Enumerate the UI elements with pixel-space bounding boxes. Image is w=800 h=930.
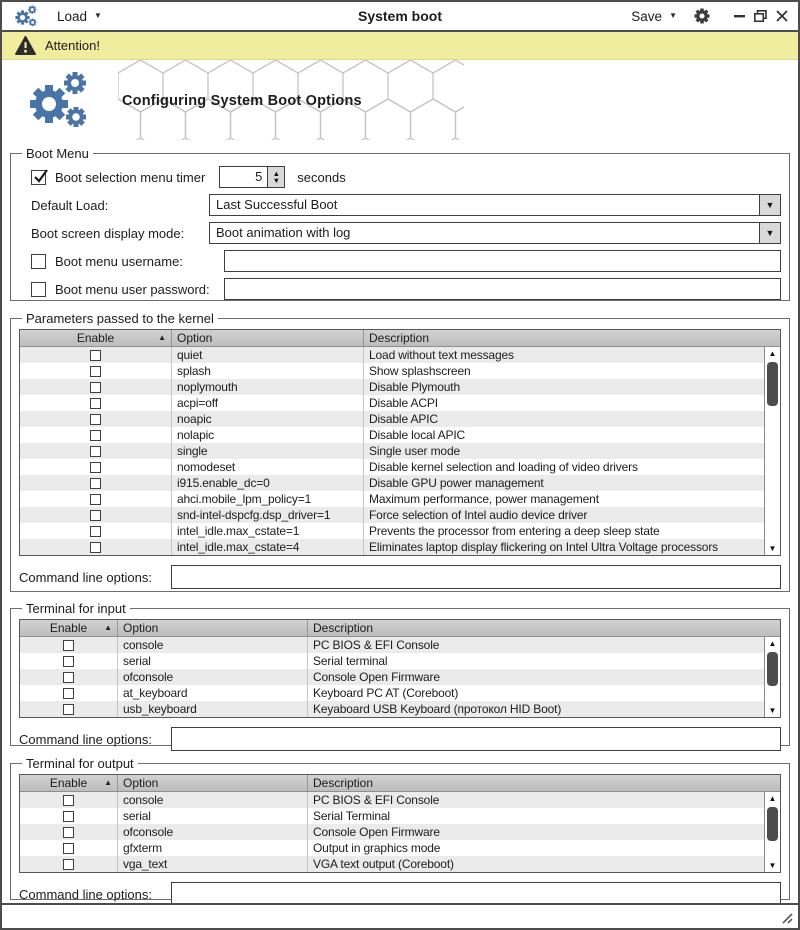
table-row[interactable] — [20, 459, 780, 475]
username-row — [19, 248, 781, 274]
table-row[interactable] — [20, 685, 780, 701]
table-row[interactable] — [20, 808, 780, 824]
cmdline-row — [19, 726, 781, 752]
table-row[interactable] — [20, 443, 780, 459]
column-header-option[interactable]: Option — [118, 775, 308, 791]
description-cell: PC BIOS & EFI Console — [313, 793, 440, 807]
boot-menu-legend: Boot Menu — [26, 146, 89, 161]
scrollbar-thumb[interactable] — [767, 652, 778, 686]
table-row[interactable] — [20, 363, 780, 379]
enable-cell — [20, 856, 118, 872]
username-checkbox[interactable] — [31, 254, 46, 269]
option-cell: noplymouth — [172, 379, 364, 395]
table-body — [20, 347, 780, 555]
table-row[interactable] — [20, 824, 780, 840]
terminal-input-cmdline-input[interactable] — [171, 727, 781, 751]
column-header-description[interactable]: Description — [313, 776, 374, 790]
default-load-label: Default Load: — [31, 197, 109, 213]
description-cell: Force selection of Intel audio device driver — [369, 508, 588, 522]
option-cell: acpi=off — [172, 395, 364, 411]
table-row[interactable] — [20, 701, 780, 717]
page-header — [2, 60, 798, 140]
sort-ascending-icon: ▲ — [158, 333, 166, 343]
enable-checkbox[interactable] — [90, 526, 101, 537]
terminal-input-table — [19, 619, 781, 718]
table-row[interactable] — [20, 507, 780, 523]
default-load-row — [19, 192, 781, 218]
enable-cell — [20, 637, 118, 653]
username-label: Boot menu username: — [55, 253, 183, 269]
display-mode-value: Boot animation with log — [216, 225, 351, 240]
option-cell: console — [118, 792, 308, 808]
dropdown-arrow-icon: ▼ — [765, 227, 775, 238]
dropdown-button[interactable] — [759, 223, 780, 243]
table-row[interactable] — [20, 379, 780, 395]
description-cell: Keyaboard USB Keyboard (протокол HID Boot) — [313, 702, 562, 716]
table-row[interactable] — [20, 539, 780, 555]
password-input[interactable] — [224, 278, 781, 300]
enable-checkbox[interactable] — [63, 859, 74, 870]
scroll-up-icon: ▲ — [768, 638, 777, 648]
dropdown-arrow-icon: ▼ — [765, 199, 775, 210]
enable-checkbox[interactable] — [63, 704, 74, 715]
description-cell: VGA text output (Coreboot) — [313, 857, 454, 871]
table-row[interactable] — [20, 475, 780, 491]
option-cell: intel_idle.max_cstate=1 — [172, 523, 364, 539]
enable-cell — [20, 824, 118, 840]
cmdline-label: Command line options: — [19, 569, 152, 585]
kernel-params-group — [10, 311, 790, 592]
cmdline-row — [19, 564, 781, 590]
enable-cell — [20, 507, 172, 523]
enable-checkbox[interactable] — [90, 478, 101, 489]
option-cell: ofconsole — [118, 824, 308, 840]
column-header-description[interactable]: Description — [313, 621, 374, 635]
description-cell: Serial terminal — [313, 654, 388, 668]
table-header — [20, 775, 780, 792]
column-header-enable[interactable]: Enable ▲ — [20, 775, 118, 791]
dropdown-button[interactable] — [759, 195, 780, 215]
option-cell: splash — [172, 363, 364, 379]
display-mode-label: Boot screen display mode: — [31, 225, 185, 241]
timer-value: 5 — [255, 169, 263, 184]
description-cell: Disable ACPI — [369, 396, 438, 410]
enable-cell — [20, 395, 172, 411]
attention-banner — [2, 32, 798, 60]
load-menu-button[interactable] — [57, 9, 102, 24]
chevron-down-icon: ▼ — [94, 11, 102, 20]
password-row — [19, 276, 781, 302]
description-cell: Maximum performance, power management — [369, 492, 599, 506]
table-body — [20, 637, 780, 717]
description-cell: Disable GPU power management — [369, 476, 544, 490]
enable-checkbox[interactable] — [63, 827, 74, 838]
table-row[interactable] — [20, 792, 780, 808]
kernel-params-legend: Parameters passed to the kernel — [26, 311, 214, 326]
kernel-cmdline-input[interactable] — [171, 565, 781, 589]
vertical-scrollbar[interactable] — [764, 347, 780, 555]
enable-checkbox[interactable] — [63, 843, 74, 854]
display-mode-row — [19, 220, 781, 246]
enable-cell — [20, 539, 172, 555]
terminal-input-group — [10, 601, 790, 746]
enable-checkbox[interactable] — [63, 640, 74, 651]
description-cell: Console Open Firmware — [313, 825, 440, 839]
scroll-down-icon: ▼ — [768, 543, 777, 553]
enable-cell — [20, 347, 172, 363]
enable-cell — [20, 685, 118, 701]
scroll-up-button[interactable] — [765, 347, 780, 360]
enable-cell — [20, 653, 118, 669]
table-row[interactable] — [20, 637, 780, 653]
scroll-down-button[interactable] — [765, 859, 780, 872]
description-cell: Serial Terminal — [313, 809, 390, 823]
table-row[interactable] — [20, 395, 780, 411]
column-header-enable[interactable]: Enable ▲ — [20, 620, 118, 636]
default-load-value: Last Successful Boot — [216, 197, 338, 212]
timer-row — [19, 164, 781, 190]
enable-cell — [20, 443, 172, 459]
maximize-button[interactable] — [754, 10, 767, 23]
load-menu-label: Load — [57, 8, 88, 24]
scroll-down-icon: ▼ — [768, 705, 777, 715]
enable-checkbox[interactable] — [90, 494, 101, 505]
enable-checkbox[interactable] — [90, 366, 101, 377]
option-cell: nolapic — [172, 427, 364, 443]
enable-cell — [20, 491, 172, 507]
timer-checkbox[interactable] — [31, 170, 46, 185]
option-cell: serial — [118, 808, 308, 824]
table-row[interactable] — [20, 411, 780, 427]
enable-cell — [20, 792, 118, 808]
terminal-output-table — [19, 774, 781, 873]
enable-checkbox[interactable] — [63, 811, 74, 822]
table-row[interactable] — [20, 840, 780, 856]
warning-triangle-icon — [15, 36, 36, 55]
terminal-input-legend: Terminal for input — [26, 601, 126, 616]
description-cell: Disable kernel selection and loading of video drivers — [369, 460, 638, 474]
display-mode-dropdown[interactable] — [209, 222, 781, 244]
timer-spinner[interactable] — [219, 166, 285, 188]
timer-label: Boot selection menu timer — [55, 169, 206, 185]
boot-menu-group — [10, 146, 790, 301]
close-button[interactable] — [775, 10, 788, 23]
save-menu-label: Save — [631, 8, 663, 24]
table-body — [20, 792, 780, 872]
username-input[interactable] — [224, 250, 781, 272]
enable-checkbox[interactable] — [63, 672, 74, 683]
password-label: Boot menu user password: — [55, 281, 210, 297]
option-cell: snd-intel-dspcfg.dsp_driver=1 — [172, 507, 364, 523]
description-cell: Eliminates laptop display flickering on Intel Ultra Voltage processors — [369, 540, 719, 554]
sort-ascending-icon: ▲ — [104, 778, 112, 788]
table-row[interactable] — [20, 653, 780, 669]
vertical-scrollbar[interactable] — [764, 637, 780, 717]
enable-checkbox[interactable] — [90, 462, 101, 473]
enable-checkbox[interactable] — [90, 382, 101, 393]
scrollbar-track[interactable] — [765, 805, 780, 859]
scrollbar-thumb[interactable] — [767, 362, 778, 406]
enable-checkbox[interactable] — [90, 414, 101, 425]
enable-checkbox[interactable] — [63, 688, 74, 699]
enable-cell — [20, 701, 118, 717]
description-cell: Disable APIC — [369, 412, 438, 426]
minimize-button[interactable] — [733, 10, 746, 23]
title-bar — [2, 2, 798, 32]
terminal-output-group — [10, 756, 790, 900]
default-load-dropdown[interactable] — [209, 194, 781, 216]
description-cell: Disable Plymouth — [369, 380, 460, 394]
table-row[interactable] — [20, 347, 780, 363]
scroll-down-button[interactable] — [765, 704, 780, 717]
enable-cell — [20, 669, 118, 685]
enable-cell — [20, 808, 118, 824]
enable-cell — [20, 363, 172, 379]
column-header-enable[interactable]: Enable ▲ — [20, 330, 172, 346]
table-row[interactable] — [20, 669, 780, 685]
kernel-params-table — [19, 329, 781, 556]
scroll-up-button[interactable] — [765, 637, 780, 650]
cmdline-label: Command line options: — [19, 886, 152, 902]
enable-checkbox[interactable] — [90, 542, 101, 553]
resize-grip[interactable] — [780, 911, 793, 924]
column-header-description[interactable]: Description — [369, 331, 430, 345]
option-cell: ofconsole — [118, 669, 308, 685]
option-cell: i915.enable_dc=0 — [172, 475, 364, 491]
option-cell: gfxterm — [118, 840, 308, 856]
scrollbar-thumb[interactable] — [767, 807, 778, 841]
configure-gears-icon — [22, 68, 92, 132]
enable-checkbox[interactable] — [63, 795, 74, 806]
column-header-option[interactable]: Option — [172, 330, 364, 346]
description-cell: Prevents the processor from entering a deep sleep state — [369, 524, 660, 538]
description-cell: Show splashscreen — [369, 364, 471, 378]
scroll-up-icon: ▲ — [768, 348, 777, 358]
option-cell: console — [118, 637, 308, 653]
save-menu-button[interactable] — [631, 9, 677, 24]
option-cell: ahci.mobile_lpm_policy=1 — [172, 491, 364, 507]
vertical-scrollbar[interactable] — [764, 792, 780, 872]
enable-cell — [20, 411, 172, 427]
description-cell: Console Open Firmware — [313, 670, 440, 684]
enable-checkbox[interactable] — [90, 350, 101, 361]
enable-checkbox[interactable] — [63, 656, 74, 667]
option-cell: usb_keyboard — [118, 701, 308, 717]
option-cell: serial — [118, 653, 308, 669]
description-cell: Single user mode — [369, 444, 460, 458]
option-cell: quiet — [172, 347, 364, 363]
spin-up-icon[interactable]: ▲ — [272, 169, 281, 178]
page-title: Configuring System Boot Options — [122, 93, 362, 109]
option-cell: at_keyboard — [118, 685, 308, 701]
cmdline-label: Command line options: — [19, 731, 152, 747]
scroll-down-icon: ▼ — [768, 860, 777, 870]
column-header-option[interactable]: Option — [118, 620, 308, 636]
timer-unit-label: seconds — [297, 169, 346, 185]
option-cell: noapic — [172, 411, 364, 427]
enable-checkbox[interactable] — [90, 398, 101, 409]
chevron-down-icon: ▼ — [669, 11, 677, 20]
description-cell: Load without text messages — [369, 348, 514, 362]
table-row[interactable] — [20, 523, 780, 539]
table-header — [20, 620, 780, 637]
scrollbar-track[interactable] — [765, 650, 780, 704]
spinner-buttons[interactable] — [267, 167, 284, 187]
enable-checkbox[interactable] — [90, 430, 101, 441]
attention-text: Attention! — [45, 38, 100, 53]
table-row[interactable] — [20, 427, 780, 443]
option-cell: nomodeset — [172, 459, 364, 475]
sort-ascending-icon: ▲ — [104, 623, 112, 633]
enable-cell — [20, 459, 172, 475]
password-checkbox[interactable] — [31, 282, 46, 297]
table-row[interactable] — [20, 856, 780, 872]
scrollbar-track[interactable] — [765, 360, 780, 542]
description-cell: Disable local APIC — [369, 428, 466, 442]
scroll-up-button[interactable] — [765, 792, 780, 805]
scroll-down-button[interactable] — [765, 542, 780, 555]
settings-gear-icon[interactable] — [693, 7, 711, 25]
table-row[interactable] — [20, 491, 780, 507]
option-cell: single — [172, 443, 364, 459]
enable-cell — [20, 523, 172, 539]
description-cell: Keyboard PC AT (Coreboot) — [313, 686, 459, 700]
enable-checkbox[interactable] — [90, 510, 101, 521]
description-cell: Output in graphics mode — [313, 841, 441, 855]
option-cell: intel_idle.max_cstate=4 — [172, 539, 364, 555]
spin-down-icon[interactable]: ▼ — [272, 176, 281, 185]
enable-checkbox[interactable] — [90, 446, 101, 457]
option-cell: vga_text — [118, 856, 308, 872]
enable-cell — [20, 475, 172, 491]
window-title: System boot — [357, 8, 442, 24]
enable-cell — [20, 840, 118, 856]
app-gears-icon — [12, 4, 39, 28]
terminal-output-legend: Terminal for output — [26, 756, 134, 771]
status-bar — [2, 903, 798, 928]
table-header — [20, 330, 780, 347]
scroll-up-icon: ▲ — [768, 793, 777, 803]
enable-cell — [20, 379, 172, 395]
description-cell: PC BIOS & EFI Console — [313, 638, 440, 652]
enable-cell — [20, 427, 172, 443]
